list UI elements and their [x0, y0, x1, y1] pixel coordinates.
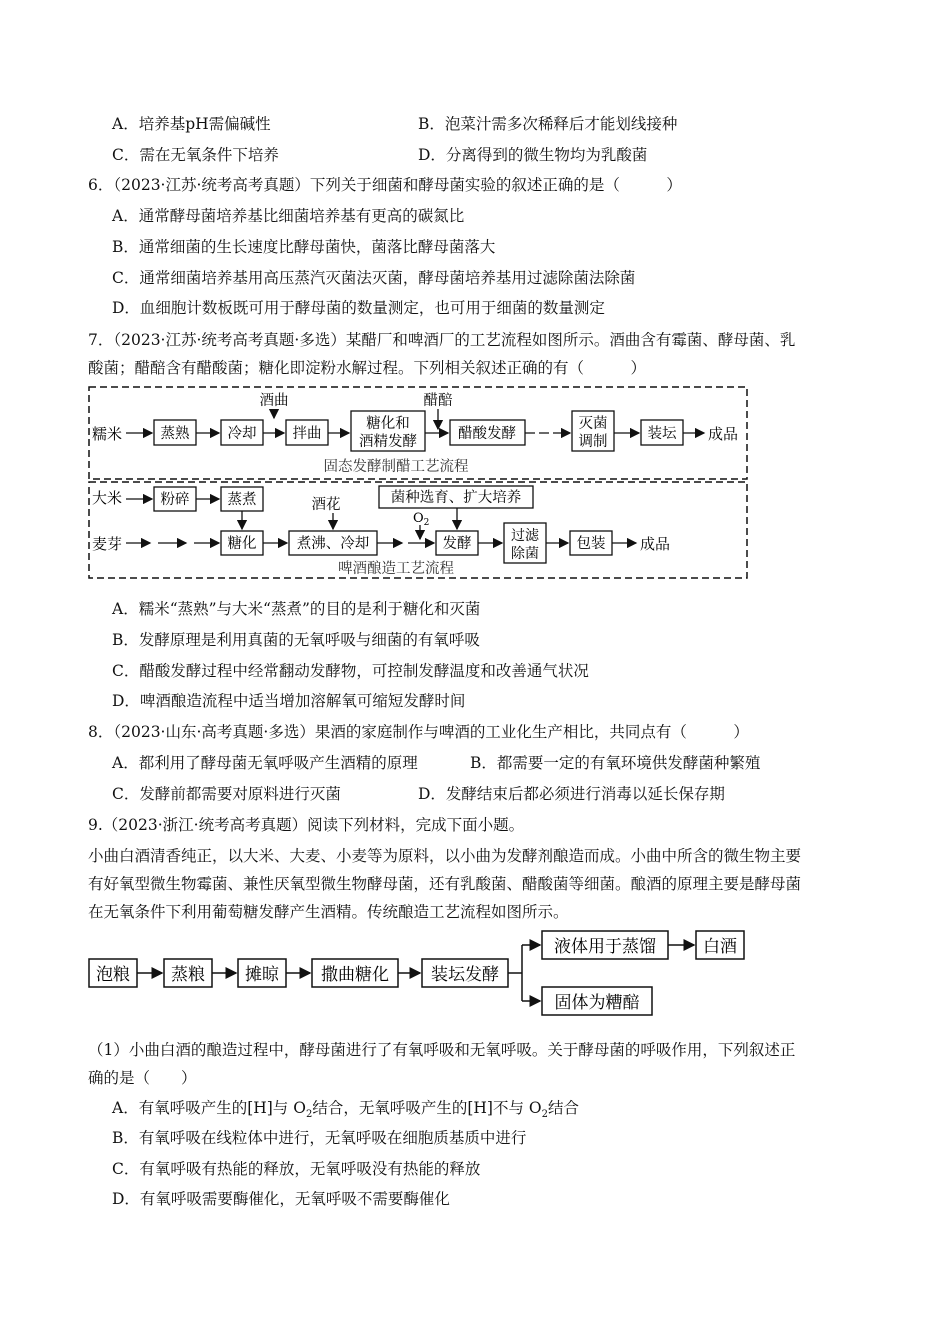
beer-step-5: 发酵	[442, 536, 472, 552]
flow-solid: 固体为糟醅	[554, 993, 640, 1013]
flow-step-2: 蒸粮	[171, 965, 205, 985]
flow-liquid: 液体用于蒸馏	[554, 937, 656, 957]
beer-step-6a: 过滤	[511, 528, 539, 544]
q7-option-d: D．啤酒酿造流程中适当增加溶解氧可缩短发酵时间	[112, 692, 466, 710]
flow-product: 白酒	[703, 937, 737, 957]
q7-option-a: A．糯米“蒸熟”与大米“蒸煮”的目的是利于糖化和灭菌	[112, 600, 481, 618]
beer-step-6b: 除菌	[511, 546, 539, 562]
q9-sub1-option-d: D．有氧呼吸需要酶催化，无氧呼吸不需要酶催化	[112, 1190, 450, 1208]
vinegar-start: 糯米	[92, 425, 123, 443]
vinegar-step-5: 醋酸发酵	[458, 426, 516, 442]
beer-oxygen: $O_2$	[413, 511, 430, 528]
q8-option-d: D．发酵结束后都必须进行消毒以延长保存期	[418, 785, 725, 803]
q6-option-c: C．通常细菌培养基用高压蒸汽灭菌法灭菌，酵母菌培养基用过滤除菌法除菌	[112, 269, 636, 287]
q7-option-b: B．发酵原理是利用真菌的无氧呼吸与细菌的有氧呼吸	[112, 631, 480, 649]
q9-sub1-stem-line1: （1）小曲白酒的酿造过程中，酵母菌进行了有氧呼吸和无氧呼吸。关于酵母菌的呼吸作用，下列叙述正	[88, 1041, 796, 1059]
q6-stem: 6．（2023·江苏·统考高考真题）下列关于细菌和酵母菌实验的叙述正确的是（ ）	[88, 176, 682, 194]
q9-material-line3: 在无氧条件下利用葡萄糖发酵产生酒精。传统酿造工艺流程如图所示。	[88, 903, 569, 921]
q9-sub1-option-b: B．有氧呼吸在线粒体中进行，无氧呼吸在细胞质基质中进行	[112, 1129, 527, 1147]
vinegar-step-4b: 酒精发酵	[359, 434, 417, 450]
q5-option-b: B．泡菜汁需多次稀释后才能划线接种	[418, 115, 678, 133]
q7-option-c: C．醋酸发酵过程中经常翻动发酵物，可控制发酵温度和改善通气状况	[112, 662, 589, 680]
flow-step-1: 泡粮	[96, 965, 130, 985]
beer-hops: 酒花	[311, 497, 341, 513]
q7-stem-line1: 7．（2023·江苏·统考高考真题·多选）某醋厂和啤酒厂的工艺流程如图所示。酒曲含有霉菌、酵母菌、乳	[88, 331, 796, 349]
vinegar-input-koji: 酒曲	[259, 393, 289, 409]
q5-option-c: C．需在无氧条件下培养	[112, 146, 279, 164]
beer-malt: 麦芽	[92, 535, 123, 553]
q6-option-a: A．通常酵母菌培养基比细菌培养基有更高的碳氮比	[112, 207, 465, 225]
q7-process-diagram	[86, 383, 752, 583]
q9-sub1-stem-line2: 确的是（ ）	[88, 1069, 197, 1087]
q9-sub1-option-a: A．有氧呼吸产生的[H]与 $O_2$结合，无氧呼吸产生的[H]不与 $O_2$结合	[112, 1099, 579, 1121]
vinegar-step-7: 装坛	[647, 426, 677, 442]
vinegar-step-4a: 糖化和	[366, 416, 410, 432]
vinegar-step-2: 冷却	[227, 426, 257, 442]
beer-step-1: 粉碎	[160, 492, 190, 508]
beer-step-4: 煮沸、冷却	[296, 536, 370, 552]
q9-material-line1: 小曲白酒清香纯正，以大米、大麦、小麦等为原料，以小曲为发酵剂酿造而成。小曲中所含的微生物主要	[88, 847, 802, 865]
beer-step-3: 糖化	[227, 536, 257, 552]
q8-option-c: C．发酵前都需要对原料进行灭菌	[112, 785, 341, 803]
beer-step-7: 包装	[576, 536, 606, 552]
vinegar-step-3: 拌曲	[292, 426, 322, 442]
beer-culture: 菌种选育、扩大培养	[390, 490, 522, 506]
vinegar-end: 成品	[708, 425, 739, 443]
vinegar-step-1: 蒸熟	[160, 426, 190, 442]
vinegar-step-6b: 调制	[578, 434, 608, 450]
q8-option-a: A．都利用了酵母菌无氧呼吸产生酒精的原理	[112, 754, 418, 772]
flow-step-4: 撒曲糖化	[321, 965, 389, 985]
flow-step-3: 摊晾	[245, 965, 279, 985]
beer-end: 成品	[640, 535, 671, 553]
vinegar-step-6a: 灭菌	[578, 416, 608, 432]
vinegar-input-pei: 醋醅	[423, 393, 453, 409]
q9-stem: 9.（2023·浙江·统考高考真题）阅读下列材料，完成下面小题。	[88, 816, 525, 834]
q6-option-d: D．血细胞计数板既可用于酵母菌的数量测定，也可用于细菌的数量测定	[112, 299, 605, 317]
flow-step-5: 装坛发酵	[431, 965, 499, 985]
beer-caption: 啤酒酿造工艺流程	[338, 561, 454, 577]
q6-option-b: B．通常细菌的生长速度比酵母菌快，菌落比酵母菌落大	[112, 238, 496, 256]
q9-material-line2: 有好氧型微生物霉菌、兼性厌氧型微生物酵母菌，还有乳酸菌、醋酸菌等细菌。酿酒的原理主要是酵母菌	[88, 875, 802, 893]
q5-option-a: A．培养基pH需偏碱性	[112, 115, 271, 133]
beer-step-2: 蒸煮	[227, 492, 257, 508]
vinegar-caption: 固态发酵制醋工艺流程	[323, 459, 469, 475]
q9-sub1-option-c: C．有氧呼吸有热能的释放，无氧呼吸没有热能的释放	[112, 1160, 481, 1178]
q5-option-d: D．分离得到的微生物均为乳酸菌	[418, 146, 648, 164]
q8-stem: 8．（2023·山东·高考真题·多选）果酒的家庭制作与啤酒的工业化生产相比，共同点有（ ）	[88, 723, 749, 741]
beer-rice: 大米	[92, 489, 123, 507]
q8-option-b: B．都需要一定的有氧环境供发酵菌种繁殖	[470, 754, 761, 772]
q9-flow-diagram	[86, 926, 752, 1022]
q7-stem-line2: 酸菌；醋醅含有醋酸菌；糖化即淀粉水解过程。下列相关叙述正确的有（ ）	[88, 359, 647, 377]
